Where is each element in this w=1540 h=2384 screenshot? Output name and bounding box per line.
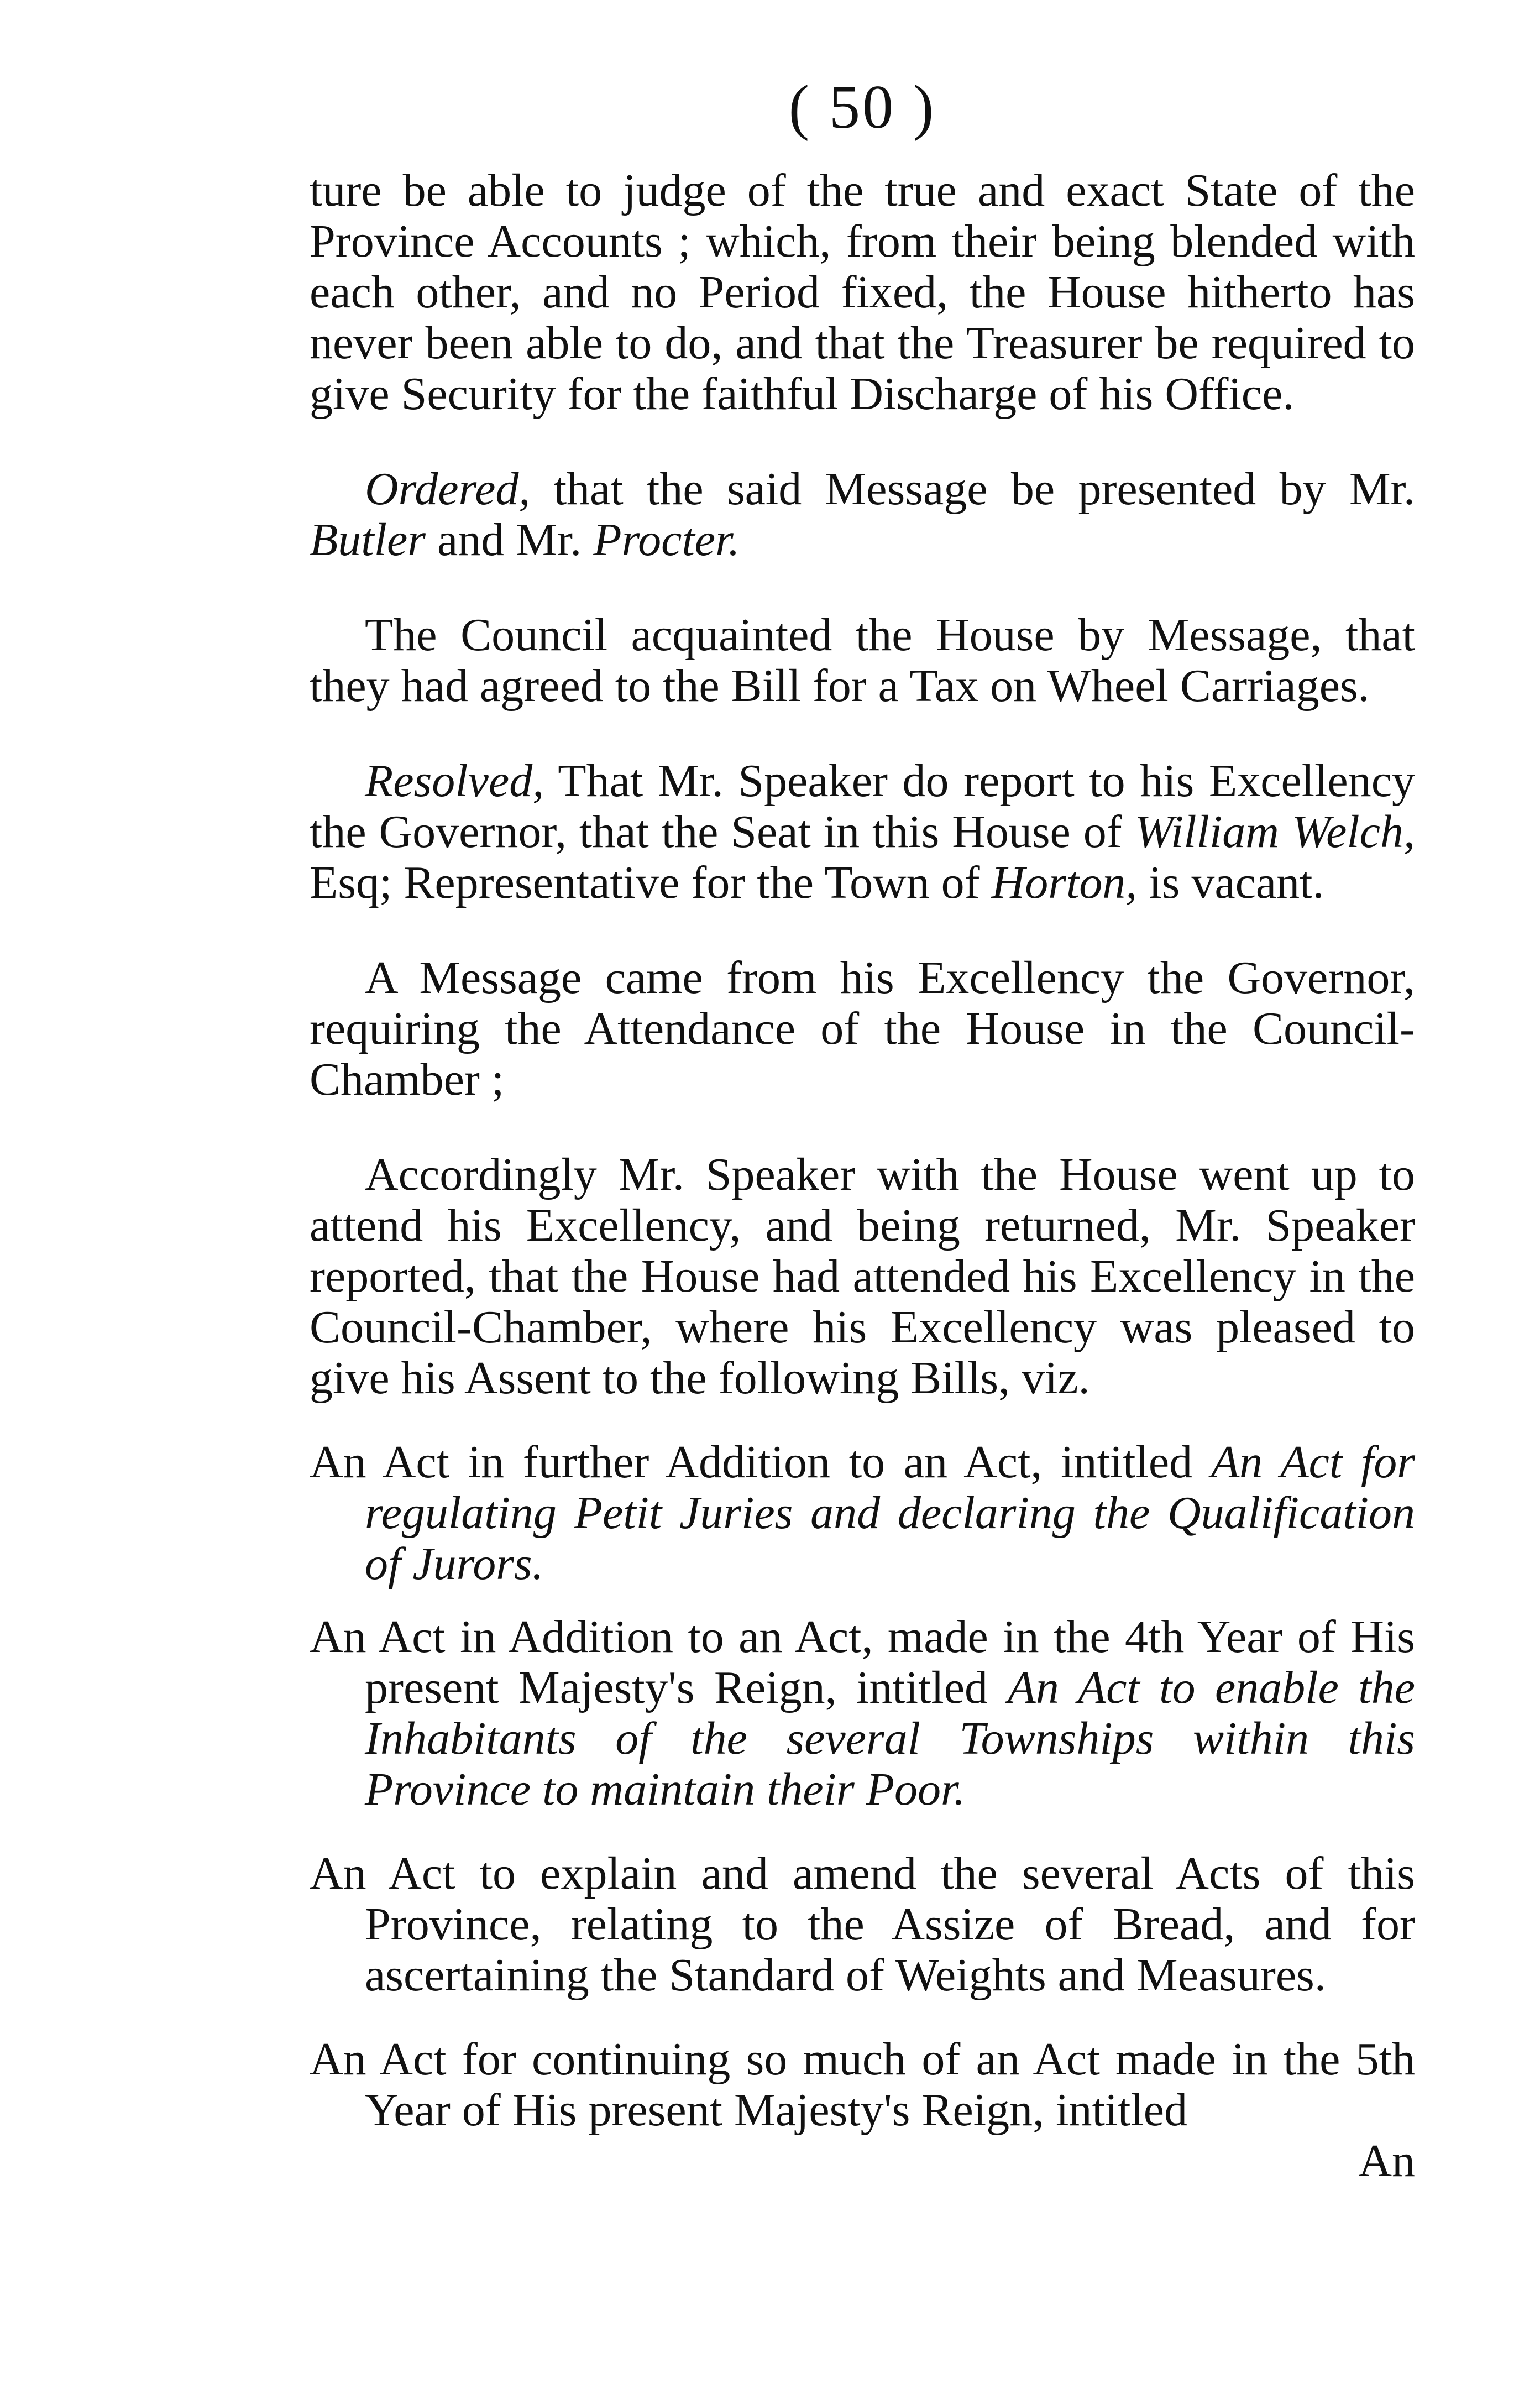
name-butler: Butler [310, 514, 426, 566]
act-lead: An Act in further Addition to an Act, intitled [310, 1436, 1211, 1488]
paragraph-accordingly: Accordingly Mr. Speaker with the House went up to attend his Excellency, and being returned, Mr. Speaker reported, that the House had attended his Excellency in the Council-Chamber, where his Excellency was pleased to give his Assent to the following Bills, viz. [310, 1149, 1415, 1404]
resolved-mid: Esq; Representative for the Town of [310, 857, 992, 908]
catchword: An [1358, 2135, 1415, 2187]
ordered-text: that the said Message be presented by Mr. [530, 463, 1415, 515]
paragraph-council: The Council acquainted the House by Message, that they had agreed to the Bill for a Tax on Wheel Carriages. [310, 609, 1415, 712]
resolved-text: That Mr. Speaker do report to his Excellency the Governor, that the Seat in this House of [310, 755, 1415, 858]
act-item [310, 1437, 1415, 1590]
act-item [310, 1612, 1415, 1815]
paragraph-resolved [310, 756, 1415, 908]
paragraph-treasurer: ture be able to judge of the true and exact State of the Province Accounts ; which, from their being blended with each other, and no Period fixed, the House hitherto has never been able to do, and that the Treasurer be required to give Security for the faithful Discharge of his Office. [310, 165, 1415, 420]
resolved-end: is vacant. [1137, 857, 1324, 908]
ordered-mid: and Mr. [425, 514, 594, 566]
resolved-label: Resolved, [365, 755, 544, 807]
act-lead: An Act for continuing so much of an Act made in the 5th Year of His present Majesty's Reign, intitled [310, 2033, 1415, 2136]
paragraph-ordered [310, 464, 1415, 566]
act-title: An Act for regulating Petit Juries and declaring the Qualification of Jurors. [365, 1436, 1415, 1590]
name-welch: William Welch, [1134, 806, 1415, 858]
paragraph-message: A Message came from his Excellency the Governor, requiring the Attendance of the House in the Council-Chamber ; [310, 952, 1415, 1105]
town-horton: Horton, [991, 857, 1138, 908]
ordered-label: Ordered, [365, 463, 531, 515]
name-procter: Procter. [593, 514, 740, 566]
act-item [310, 1848, 1415, 2001]
act-title: An Act to enable the Inhabitants of the several Townships within this Province to maintain their Poor. [365, 1662, 1415, 1815]
act-lead: An Act in Addition to an Act, made in the 4th Year of His present Majesty's Reign, intitled [310, 1611, 1415, 1713]
act-lead: An Act to explain and amend the several Acts of this Province, relating to the Assize of Bread, and for ascertaining the Standard of Weights and Measures. [310, 1848, 1415, 2001]
document-page [310, 72, 1415, 2187]
page-number: ( 50 ) [788, 73, 936, 142]
act-item [310, 2034, 1415, 2136]
